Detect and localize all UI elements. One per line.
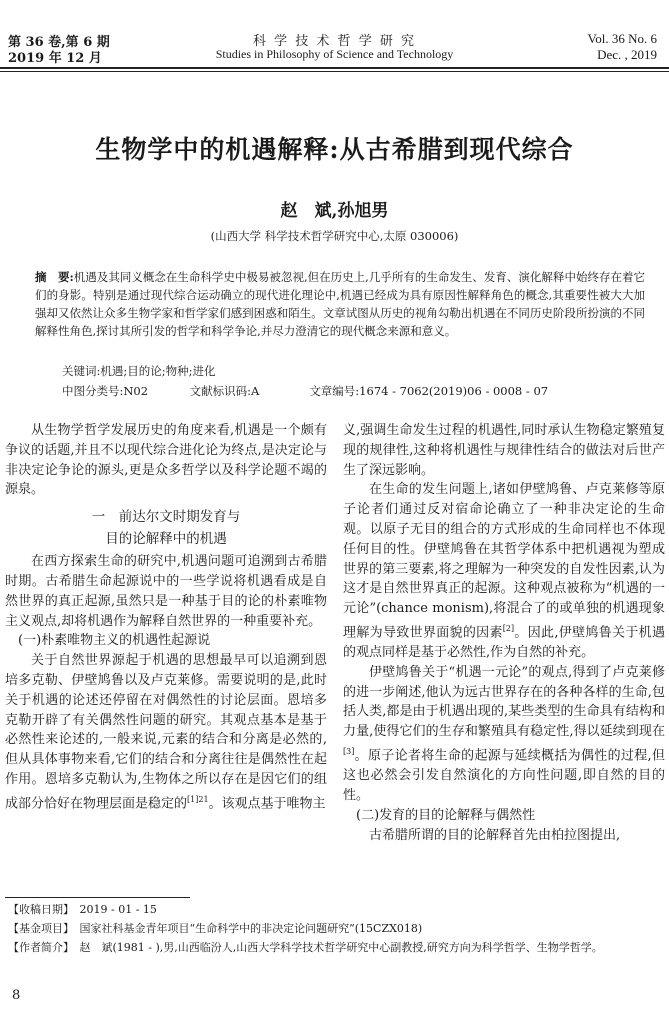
citation-ref: [3] [343, 747, 355, 757]
section-heading-1-line1: 一 前达尔文时期发育与 [91, 509, 241, 526]
paragraph-text: 关于自然世界源起于机遇的思想最早可以追溯到恩培多克勒、伊壁鸠鲁以及卢克莱修。需要说明的是,此时关于机遇的论述还停留在对偶然性的讨论层面。恩培多克勒开辟了有关偶然性问题的研究。其观点基本是基于必然性来论述的,一般来说,元素的结合和分离是必然的,但从具体事物来看,它们的结合和分离往往是偶然性在起作用。恩培多克勒认为,生物体之所以存在是因它们的组成部分恰好在物理层面是稳定的 [5, 653, 327, 812]
footnote-received: 【收稿日期】 2019 - 01 - 15 [8, 903, 157, 916]
abstract-text: 机遇及其同义概念在生命科学史中极易被忽视,但在历史上,几乎所有的生命发生、发育、演化解释中始终存在着它们的身影。特别是通过现代综合运动确立的现代进化理论中,机遇已经成为具有原因性解释角色的概念,其重要性被大大加强却又依然让众多生物学家和哲学家们感到困惑和陌生。文章试图从历史的视角勾勒出机遇在不同历史阶段所扮演的不同解释性角色,探讨其所引发的哲学和科学争论,并尽力澄清它的现代概念来源和意义。 [35, 270, 645, 338]
volume-issue: 第 36 卷,第 6 期 [8, 35, 110, 50]
issue-date-en: Dec. , 2019 [597, 47, 657, 62]
running-header [0, 0, 669, 64]
footnote-author: 【作者简介】 赵 斌(1981 - ),男,山西临汾人,山西大学科学技术哲学研究中心副教授,研究方向为科学哲学、生物学哲学。 [8, 941, 603, 954]
section-heading-1 [5, 506, 327, 550]
issue-date: 2019 年 12 月 [8, 51, 102, 66]
header-rule-thick [0, 67, 669, 69]
abstract [35, 268, 645, 340]
journal-name-en: Studies in Philosophy of Science and Technology [215, 47, 454, 61]
section-heading-1-line2: 目的论解释中的机遇 [105, 531, 227, 548]
page-number: 8 [12, 988, 21, 1003]
paragraph [5, 651, 327, 814]
abstract-label: 摘 要: [35, 270, 74, 284]
volume-issue-en: Vol. 36 No. 6 [587, 31, 657, 46]
article-number: 文章编号:1674 - 7062(2019)06 - 0008 - 07 [309, 384, 549, 398]
paragraph-tail: 。该观点基于唯物主 [208, 796, 326, 812]
header-rule-thin [0, 71, 669, 72]
paragraph: 在西方探索生命的研究中,机遇问题可追溯到古希腊时期。古希腊生命起源说中的一些学说将机遇看成是自然世界的真正起源,虽然只是一种基于目的论的朴素唯物主义观点,却将机遇作为解释自然世界的一种重要补充。 [5, 554, 327, 629]
footnote-rule [5, 897, 190, 898]
classification-line [62, 383, 642, 399]
article-title: 生物学中的机遇解释:从古希腊到现代综合 [95, 135, 574, 164]
paragraph-continued: 义,强调生命发生过程的机遇性,同时承认生物稳定繁殖复现的规律性,这种将机遇性与规律性结合的做法对后世产生了深远影响。 [343, 423, 665, 478]
paragraph-tail: 。因此,伊壁鸠鲁关于机遇的观点同样是基于必然性,作为自然的补充。 [343, 625, 665, 661]
citation-ref: [1]21 [187, 794, 209, 804]
journal-name-cn: 科 学 技 术 哲 学 研 究 [253, 34, 416, 49]
footnote-fund: 【基金项目】 国家社科基金青年项目“生命科学中的非决定论问题研究”(15CZX018) [8, 922, 423, 935]
citation-ref: [2] [502, 623, 515, 633]
keywords: 关键词:机遇;目的论;物种;进化 [62, 364, 216, 378]
paragraph [343, 663, 665, 806]
paragraph-text: 在生命的发生问题上,诸如伊壁鸠鲁、卢克莱修等原子论者们通过反对宿命论确立了一种非决定论的生命观。以原子无目的组合的方式形成的生命同样也不体现任何目的性。伊壁鸠鲁在其哲学体系中把机遇视为塑成世界的第三要素,将之理解为一种突发的自发性因素,认为这才是自然世界真正的起源。这种观点被称为“机遇的一元论”(chance monism),将混合了的或单独的机遇现象理解为导致世界面貌的因素 [343, 482, 665, 641]
paragraph: 古希腊所谓的目的论解释首先由柏拉图提出, [369, 827, 621, 843]
right-column [343, 421, 665, 845]
paragraph-text: 伊壁鸠鲁关于“机遇一元论”的观点,得到了卢克莱修的进一步阐述,他认为远古世界存在的各种各样的生命,包括人类,都是由于机遇出现的,某些类型的生命具有结构和力量,使得它们的生存和繁殖具有稳定性,得以延续到现在 [343, 664, 665, 740]
left-column [5, 421, 327, 814]
subsection-heading-2: (二)发育的目的论解释与偶然性 [356, 807, 536, 823]
clc-number: 中图分类号:N02 [62, 384, 149, 398]
affiliation: (山西大学 科学技术哲学研究中心,太原 030006) [210, 229, 459, 243]
document-code: 文献标识码:A [189, 384, 260, 398]
intro-paragraph: 从生物学哲学发展历史的角度来看,机遇是一个颇有争议的话题,并且不以现代综合进化论为终点,是决定论与非决定论争论的源头,更是众多哲学以及科学论题不竭的源泉。 [5, 423, 327, 498]
paragraph [343, 480, 665, 663]
paragraph-tail: 。原子论者将生命的起源与延续概括为偶性的过程,但这也必然会引发自然演化的方向性问题,即自然的目的性。 [343, 748, 665, 803]
subsection-heading-1: (一)朴素唯物主义的机遇性起源说 [18, 633, 211, 649]
author-names: 赵 斌,孙旭男 [280, 201, 389, 221]
